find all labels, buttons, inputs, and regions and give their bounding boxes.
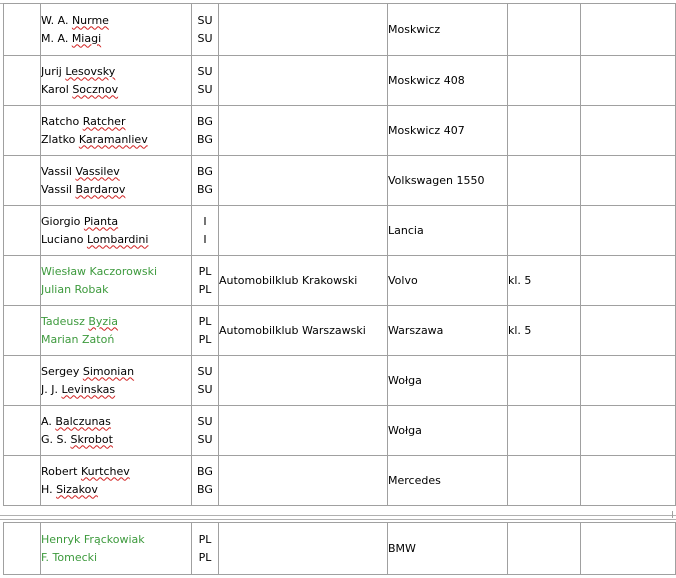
result-cell: [581, 156, 676, 206]
nationality-code: PL: [198, 264, 212, 278]
result-cell: [581, 456, 676, 506]
nationality-cell: [192, 356, 219, 406]
nationality-cell: [192, 206, 219, 256]
nationality-cell: [192, 523, 219, 575]
crew-cell: [41, 523, 192, 575]
table-row: [4, 406, 676, 456]
driver-name: Henryk Frąckowiak: [41, 532, 145, 546]
nationality-code: SU: [197, 414, 213, 428]
results-table-continued: [3, 522, 676, 575]
driver-name: Giorgio Pianta: [41, 214, 119, 228]
start-number-cell: [4, 306, 41, 356]
result-cell: [581, 406, 676, 456]
nationality-code: SU: [197, 364, 213, 378]
club-cell: [219, 456, 388, 506]
class-cell: [508, 206, 581, 256]
driver-name: Jurij Lesovsky: [41, 64, 116, 78]
start-number-cell: [4, 256, 41, 306]
nationality-code: PL: [198, 282, 212, 296]
nationality-code: PL: [198, 550, 212, 564]
table-row: [4, 56, 676, 106]
club-cell: [219, 406, 388, 456]
car-cell: Moskwicz: [388, 4, 508, 56]
table-row: [4, 523, 676, 575]
start-number-cell: [4, 523, 41, 575]
driver-name: Tadeusz Byzia: [41, 314, 119, 328]
nationality-code: PL: [198, 314, 212, 328]
page-top-rule-2: [0, 519, 676, 520]
nationality-code: BG: [197, 464, 213, 478]
class-cell: [508, 56, 581, 106]
start-number-cell: [4, 406, 41, 456]
class-cell: kl. 5: [508, 306, 581, 356]
nationality-code: I: [203, 214, 207, 228]
car-cell: Wołga: [388, 406, 508, 456]
club-cell: [219, 156, 388, 206]
result-cell: [581, 106, 676, 156]
co-driver-name: G. S. Skrobot: [41, 432, 113, 446]
table-row: [4, 156, 676, 206]
class-cell: [508, 456, 581, 506]
car-cell: Wołga: [388, 356, 508, 406]
crew-cell: [41, 156, 192, 206]
club-cell: [219, 4, 388, 56]
page-break-marker: [672, 511, 676, 518]
car-cell: Mercedes: [388, 456, 508, 506]
class-cell: [508, 523, 581, 575]
car-cell: Volkswagen 1550: [388, 156, 508, 206]
nationality-code: SU: [197, 82, 213, 96]
crew-cell: [41, 256, 192, 306]
crew-cell: [41, 356, 192, 406]
class-cell: [508, 156, 581, 206]
table-row: [4, 256, 676, 306]
nationality-code: SU: [197, 64, 213, 78]
driver-name: Wiesław Kaczorowski: [41, 264, 158, 278]
club-cell: Automobilklub Krakowski: [219, 256, 388, 306]
table-row: [4, 206, 676, 256]
class-cell: [508, 4, 581, 56]
nationality-code: SU: [197, 432, 213, 446]
club-cell: [219, 106, 388, 156]
club-cell: [219, 56, 388, 106]
crew-cell: [41, 206, 192, 256]
result-cell: [581, 356, 676, 406]
nationality-code: PL: [198, 332, 212, 346]
car-cell: Moskwicz 407: [388, 106, 508, 156]
co-driver-name: Vassil Bardarov: [41, 182, 126, 196]
co-driver-name: F. Tomecki: [41, 550, 98, 564]
driver-name: Sergey Simonian: [41, 364, 135, 378]
co-driver-name: Marian Zatoń: [41, 332, 115, 346]
result-cell: [581, 4, 676, 56]
page-break-rule: [0, 515, 676, 516]
co-driver-name: Luciano Lombardini: [41, 232, 149, 246]
crew-cell: [41, 106, 192, 156]
nationality-cell: [192, 406, 219, 456]
nationality-cell: [192, 106, 219, 156]
crew-cell: [41, 56, 192, 106]
nationality-code: SU: [197, 31, 213, 45]
crew-cell: [41, 456, 192, 506]
nationality-code: SU: [197, 382, 213, 396]
driver-name: A. Balczunas: [41, 414, 111, 428]
start-number-cell: [4, 156, 41, 206]
co-driver-name: Zlatko Karamanliev: [41, 132, 148, 146]
start-number-cell: [4, 356, 41, 406]
nationality-code: BG: [197, 164, 213, 178]
results-table: [3, 3, 676, 506]
crew-cell: [41, 406, 192, 456]
result-cell: [581, 256, 676, 306]
nationality-code: BG: [197, 482, 213, 496]
start-number-cell: [4, 56, 41, 106]
co-driver-name: Julian Robak: [41, 282, 109, 296]
car-cell: Warszawa: [388, 306, 508, 356]
class-cell: kl. 5: [508, 256, 581, 306]
result-cell: [581, 306, 676, 356]
co-driver-name: J. J. Levinskas: [41, 382, 116, 396]
club-cell: [219, 206, 388, 256]
nationality-cell: [192, 306, 219, 356]
car-cell: Moskwicz 408: [388, 56, 508, 106]
club-cell: Automobilklub Warszawski: [219, 306, 388, 356]
nationality-code: I: [203, 232, 207, 246]
crew-cell: [41, 306, 192, 356]
driver-name: Vassil Vassilev: [41, 164, 120, 178]
co-driver-name: Karol Socznov: [41, 82, 119, 96]
car-cell: Volvo: [388, 256, 508, 306]
start-number-cell: [4, 456, 41, 506]
class-cell: [508, 406, 581, 456]
class-cell: [508, 106, 581, 156]
car-cell: BMW: [388, 523, 508, 575]
nationality-cell: [192, 156, 219, 206]
nationality-code: BG: [197, 114, 213, 128]
start-number-cell: [4, 4, 41, 56]
driver-name: W. A. Nurme: [41, 13, 109, 27]
nationality-code: PL: [198, 532, 212, 546]
nationality-code: SU: [197, 13, 213, 27]
nationality-cell: [192, 56, 219, 106]
nationality-cell: [192, 4, 219, 56]
nationality-code: BG: [197, 182, 213, 196]
club-cell: [219, 356, 388, 406]
nationality-cell: [192, 256, 219, 306]
class-cell: [508, 356, 581, 406]
co-driver-name: M. A. Miagi: [41, 31, 102, 45]
result-cell: [581, 206, 676, 256]
car-cell: Lancia: [388, 206, 508, 256]
club-cell: [219, 523, 388, 575]
table-row: [4, 456, 676, 506]
result-cell: [581, 56, 676, 106]
table-row: [4, 356, 676, 406]
driver-name: Robert Kurtchev: [41, 464, 130, 478]
nationality-code: BG: [197, 132, 213, 146]
start-number-cell: [4, 206, 41, 256]
nationality-cell: [192, 456, 219, 506]
driver-name: Ratcho Ratcher: [41, 114, 126, 128]
crew-cell: [41, 4, 192, 56]
table-row: [4, 106, 676, 156]
table-row: [4, 4, 676, 56]
result-cell: [581, 523, 676, 575]
co-driver-name: H. Sizakov: [41, 482, 98, 496]
table-row: [4, 306, 676, 356]
start-number-cell: [4, 106, 41, 156]
